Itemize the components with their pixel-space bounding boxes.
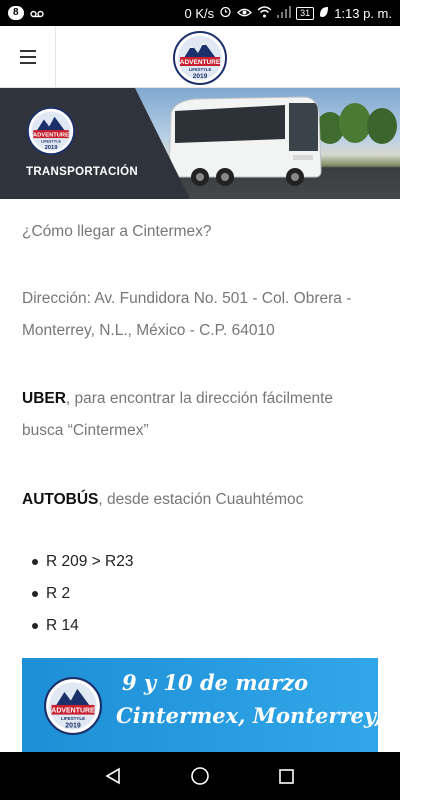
back-button[interactable] — [93, 756, 133, 796]
leaf-icon — [319, 6, 329, 21]
recents-icon — [278, 768, 295, 785]
site-header — [0, 26, 400, 88]
bullet-icon — [32, 623, 38, 629]
event-logo — [44, 677, 102, 735]
battery-icon: 31 — [296, 7, 314, 20]
list-item — [32, 546, 133, 578]
site-logo[interactable] — [173, 31, 227, 85]
list-item — [32, 610, 133, 642]
bus-label: AUTOBÚS — [22, 491, 99, 508]
route-text: R 2 — [46, 585, 71, 602]
event-logo-year: 2019 — [65, 722, 81, 730]
signal-icon — [277, 6, 291, 21]
address-text: Dirección: Av. Fundidora No. 501 - Col. Obrera - Monterrey, N.L., México - C.P. 64010 — [22, 290, 352, 339]
event-logo-line1: ADVENTURE — [51, 707, 95, 715]
event-location: Cintermex, Monterrey, N.L — [116, 703, 429, 728]
wifi-icon — [257, 6, 272, 21]
question-text: ¿Cómo llegar a Cintermex? — [22, 223, 212, 240]
hero-logo-line2: LIFESTYLE — [40, 139, 62, 144]
bus-image — [165, 93, 325, 188]
home-button[interactable] — [180, 756, 220, 796]
bullet-icon — [32, 559, 38, 565]
bus-text: , desde estación Cuauhtémoc — [98, 491, 304, 508]
alarm-icon — [219, 5, 232, 21]
route-list — [32, 546, 133, 642]
transport-hero-banner — [0, 88, 400, 199]
home-icon — [190, 766, 210, 786]
net-speed: 0 K/s — [184, 5, 215, 21]
route-text: R 14 — [46, 617, 79, 634]
hero-logo — [27, 107, 75, 155]
route-text: R 209 > R23 — [46, 553, 134, 570]
uber-text: , para encontrar la dirección fácilmente busca “Cintermex” — [22, 390, 334, 439]
android-nav-bar — [0, 752, 400, 800]
event-logo-line2: LIFESTYLE — [60, 715, 86, 721]
status-bar — [0, 0, 400, 26]
list-item — [32, 578, 133, 610]
hero-logo-line1: ADVENTURE — [33, 132, 69, 139]
hamburger-icon — [20, 50, 36, 52]
logo-line2: LIFESTYLE — [188, 67, 212, 72]
bus-paragraph — [22, 484, 378, 516]
hero-logo-year: 2019 — [44, 144, 58, 151]
uber-label: UBER — [22, 390, 66, 407]
event-banner[interactable] — [22, 658, 429, 754]
event-date: 9 y 10 de marzo — [122, 670, 309, 695]
hamburger-icon-line — [20, 62, 36, 64]
back-icon — [104, 767, 122, 785]
logo-line1: ADVENTURE — [179, 59, 221, 66]
hamburger-icon-line — [20, 56, 36, 58]
bullet-icon — [32, 591, 38, 597]
uber-paragraph — [22, 383, 378, 447]
recents-button[interactable] — [267, 756, 307, 796]
hero-title: TRANSPORTACIÓN — [26, 166, 138, 178]
voicemail-icon — [30, 6, 44, 21]
clock-time: 1:13 p. m. — [334, 5, 392, 21]
eye-comfort-icon — [237, 6, 252, 21]
hamburger-menu-button[interactable] — [0, 26, 56, 88]
logo-year: 2019 — [192, 73, 208, 80]
notification-count-badge: 8 — [8, 6, 24, 20]
